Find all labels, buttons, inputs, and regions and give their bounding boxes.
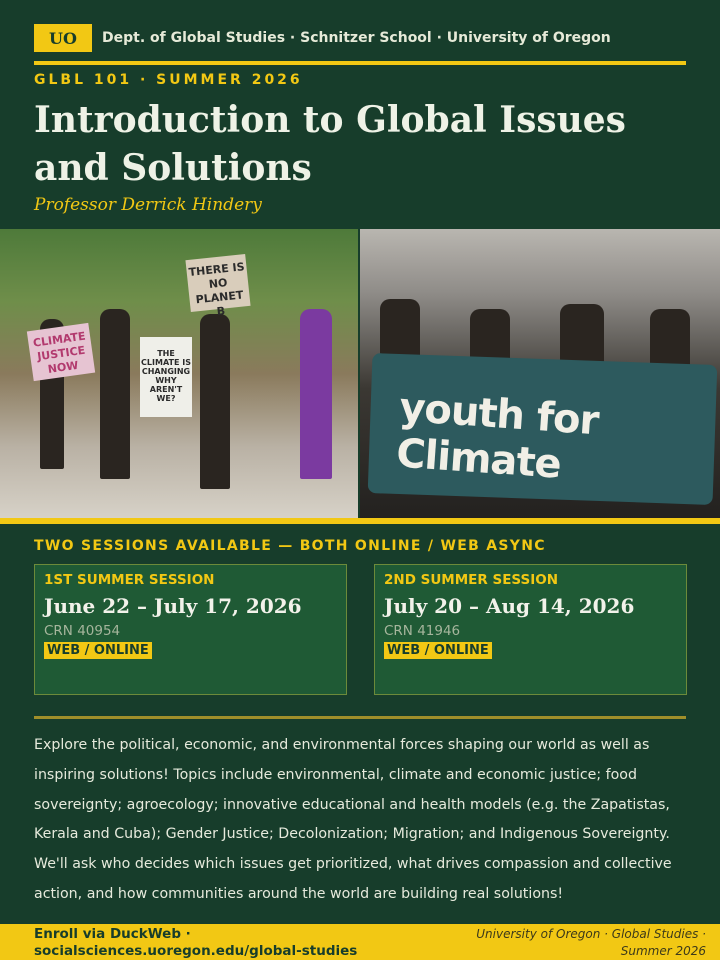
footer-bar [0,924,720,960]
session-label: 1ST SUMMER SESSION [44,572,215,588]
course-code: GLBL 101 · SUMMER 2026 [34,72,303,88]
marcher-figure [100,309,130,479]
sign-climate-changing: THE CLIMATE IS CHANGING WHY AREN'T WE? [140,337,192,417]
sign-no-planet-b: THERE IS NO PLANET B [185,254,250,312]
sign-climate-justice: CLIMATE JUSTICE NOW [27,323,95,381]
banner-text: youth for Climate [394,384,600,488]
uo-logo: UO [34,24,92,52]
youth-for-climate-banner [368,353,718,505]
session-card-1 [34,564,347,695]
footer-credit: University of Oregon · Global Studies · Summer 2026 [476,927,706,958]
session-label: 2ND SUMMER SESSION [384,572,559,588]
session-card-2 [374,564,687,695]
session-dates: July 20 – Aug 14, 2026 [384,594,635,618]
marcher-figure [300,309,332,479]
session-dates: June 22 – July 17, 2026 [44,594,302,618]
header-bar [34,24,686,66]
section-divider [34,716,686,719]
session-crn: CRN 40954 [44,623,121,639]
session-mode-badge: WEB / ONLINE [384,642,492,659]
protest-photo-left [0,229,358,519]
marcher-figure [200,314,230,489]
dept-line: Dept. of Global Studies · Schnitzer School · University of Oregon [102,30,611,46]
header-divider [34,61,686,65]
sessions-heading: TWO SESSIONS AVAILABLE — BOTH ONLINE / WEB ASYNC [34,538,546,554]
protest-photo-right [360,229,720,519]
enroll-info: Enroll via DuckWeb · socialsciences.uoregon.edu/global-studies [34,926,358,959]
photo-divider [0,518,720,524]
session-mode-badge: WEB / ONLINE [44,642,152,659]
course-title: Introduction to Global Issues and Solutions [34,99,626,189]
professor-name: Professor Derrick Hindery [34,195,262,215]
session-crn: CRN 41946 [384,623,461,639]
course-description: Explore the political, economic, and environmental forces shaping our world as well as inspiring solutions! Topics include environmental, climate and economic justice; food sovereignty; agroecology; innovative educational and health models (e.g. the Zapatistas, Kerala and Cuba); Gender Justice; Decolonization; Migration; and Indigenous Sovereignty. We'll ask who decides which issues get prioritized, what drives compassion and collective action, and how communities around the world are building real solutions! [34,737,672,902]
photo-strip [0,229,720,519]
